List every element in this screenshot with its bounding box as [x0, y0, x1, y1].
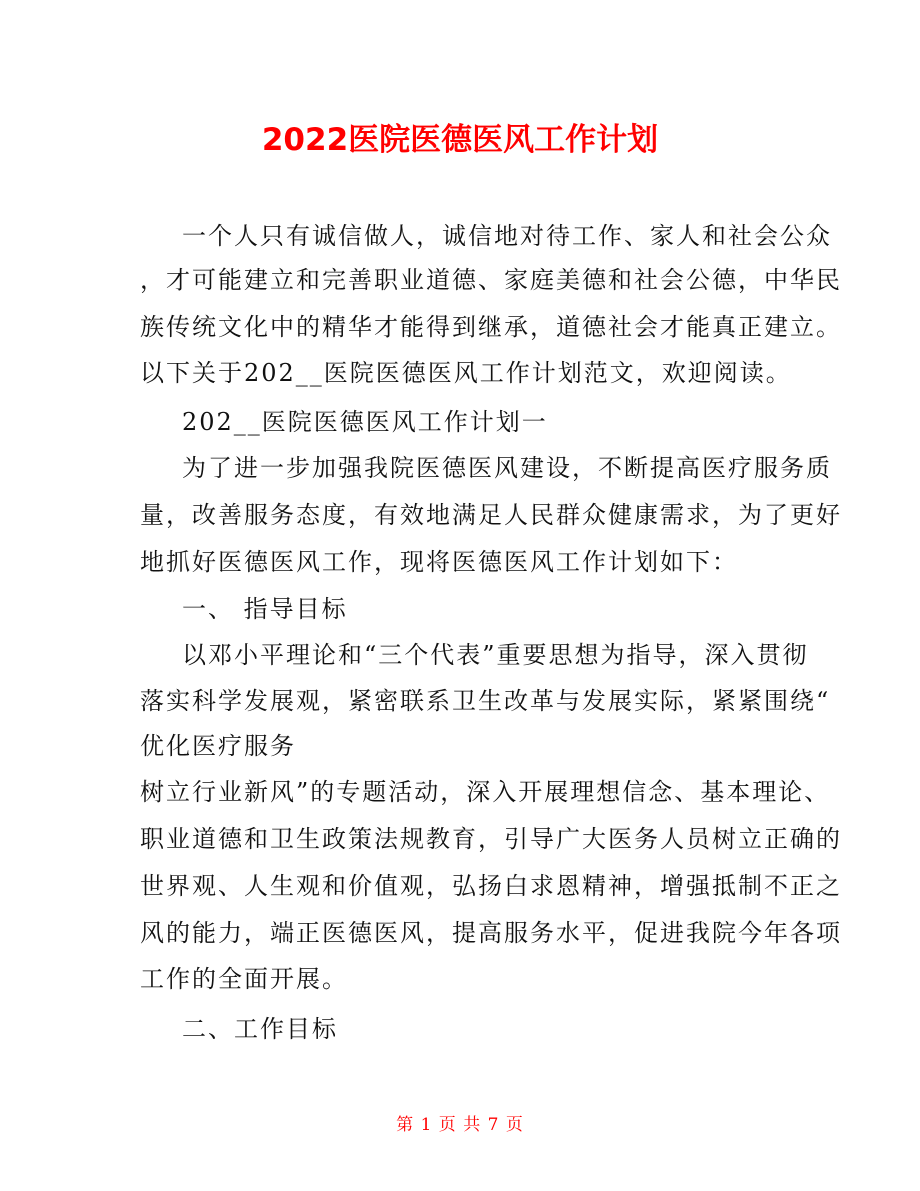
section-heading: 一、 指导目标 — [182, 595, 348, 623]
paragraph-line: ，才可能建立和完善职业道德、家庭美德和社会公德，中华民 — [140, 266, 842, 294]
document-title: 2022医院医德医风工作计划 — [261, 122, 659, 158]
paragraph-line: 工作的全面开展。 — [140, 965, 348, 993]
paragraph-line: 族传统文化中的精华才能得到继承，道德社会才能真正建立。 — [140, 313, 842, 341]
paragraph-line: 落实科学发展观，紧密联系卫生改革与发展实际，紧紧围绕“ — [140, 687, 831, 715]
paragraph-line: 世界观、人生观和价值观，弘扬白求恩精神，增强抵制不正之 — [140, 872, 842, 900]
paragraph-line: 优化医疗服务 — [140, 732, 296, 760]
paragraph-line: 为了进一步加强我院医德医风建设，不断提高医疗服务质 — [182, 454, 832, 482]
paragraph-line: 一个人只有诚信做人，诚信地对待工作、家人和社会公众 — [182, 222, 832, 250]
section-heading: 202__医院医德医风工作计划一 — [182, 408, 548, 436]
section-heading: 二、工作目标 — [182, 1015, 338, 1043]
paragraph-line: 树立行业新风”的专题活动，深入开展理想信念、基本理论、 — [140, 778, 831, 806]
paragraph-line: 以邓小平理论和“三个代表”重要思想为指导，深入贯彻 — [182, 641, 809, 669]
paragraph-line: 地抓好医德医风工作，现将医德医风工作计划如下： — [140, 548, 738, 576]
paragraph-line: 风的能力，端正医德医风，提高服务水平，促进我院今年各项 — [140, 919, 842, 947]
page-number-footer: 第 1 页 共 7 页 — [396, 1115, 524, 1135]
paragraph-line: 量，改善服务态度，有效地满足人民群众健康需求，为了更好 — [140, 501, 842, 529]
paragraph-line: 职业道德和卫生政策法规教育，引导广大医务人员树立正确的 — [140, 825, 842, 853]
paragraph-line: 以下关于202__医院医德医风工作计划范文，欢迎阅读。 — [140, 359, 792, 387]
